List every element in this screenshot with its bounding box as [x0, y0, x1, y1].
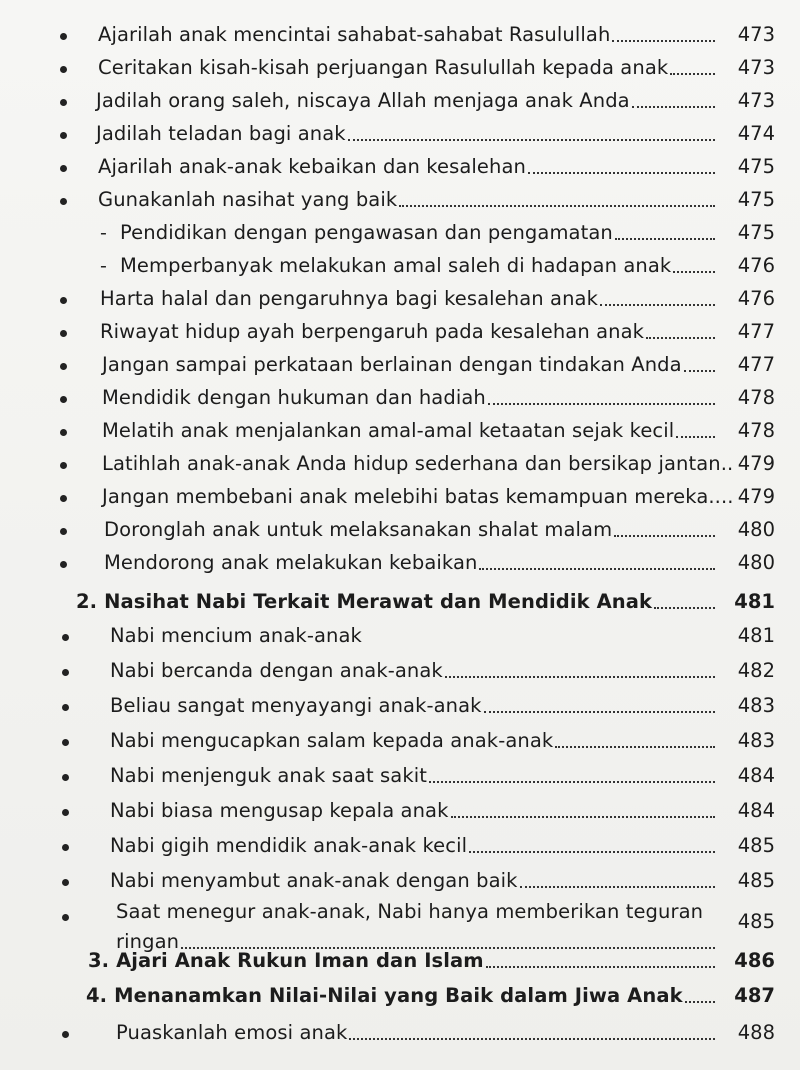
dash-marker: - [100, 222, 107, 244]
toc-section-heading [60, 581, 775, 615]
dot-leader [399, 205, 715, 207]
page-number: 475 [737, 155, 775, 178]
toc-entry [60, 720, 775, 754]
toc-entry [60, 311, 775, 345]
toc-entry [60, 509, 775, 543]
page-number: 478 [737, 419, 775, 442]
bullet-icon [60, 330, 67, 337]
entry-title: Puaskanlah emosi anak [116, 1021, 348, 1044]
bullet-icon [60, 396, 67, 403]
dot-leader [612, 40, 715, 42]
page-number: 473 [737, 56, 775, 79]
dot-leader [488, 403, 715, 405]
entry-title: Jangan membebani anak melebihi batas kemampuan mereka.... [102, 485, 734, 508]
dot-leader [670, 73, 715, 75]
toc-entry [60, 443, 775, 477]
page-number: 477 [737, 353, 775, 376]
entry-title: Nabi mengucapkan salam kepada anak-anak [110, 729, 554, 752]
entry-title: Ajarilah anak-anak kebaikan dan kesalehan [98, 155, 526, 178]
bullet-icon [60, 33, 67, 40]
bullet-icon [62, 704, 69, 711]
toc-entry [60, 146, 775, 180]
entry-title: Jangan sampai perkataan berlainan dengan tindakan Anda [102, 353, 682, 376]
entry-title: Ceritakan kisah-kisah perjuangan Rasulullah kepada anak [98, 56, 669, 79]
toc-entry [60, 755, 775, 789]
toc-entry [60, 179, 775, 213]
dot-leader [646, 337, 715, 339]
dot-leader [685, 1001, 715, 1003]
toc-section-heading [60, 940, 775, 974]
entry-title: Memperbanyak melakukan amal saleh di hadapan anak [120, 254, 672, 277]
section-title: 2. Nasihat Nabi Terkait Merawat dan Mendidik Anak [76, 590, 653, 613]
entry-title: Nabi mencium anak-anak [110, 624, 362, 647]
entry-title: Mendidik dengan hukuman dan hadiah [102, 386, 486, 409]
section-title: 3. Ajari Anak Rukun Iman dan Islam [88, 949, 484, 972]
toc-entry [60, 377, 775, 411]
entry-title: Pendidikan dengan pengawasan dan pengamatan [120, 221, 613, 244]
page-number: 487 [734, 984, 775, 1007]
page-number: 480 [737, 518, 775, 541]
page-number: 475 [737, 188, 775, 211]
page-number: 486 [734, 949, 775, 972]
dot-leader [429, 781, 715, 783]
bullet-icon [60, 528, 67, 535]
toc-entry [60, 790, 775, 824]
page-number: 480 [737, 551, 775, 574]
bullet-icon [60, 165, 67, 172]
entry-title: Beliau sangat menyayangi anak-anak [110, 694, 482, 717]
toc-subentry [60, 245, 775, 279]
entry-title: Doronglah anak untuk melaksanakan shalat malam [104, 518, 613, 541]
bullet-icon [62, 914, 69, 921]
bullet-icon [62, 1031, 69, 1038]
toc-entry [60, 685, 775, 719]
dot-leader [451, 816, 715, 818]
dot-leader [676, 436, 715, 438]
toc-entry [60, 14, 775, 48]
toc-subentry [60, 212, 775, 246]
entry-title: Nabi biasa mengusap kepala anak [110, 799, 449, 822]
entry-title: Gunakanlah nasihat yang baik [98, 188, 398, 211]
entry-title: Ajarilah anak mencintai sahabat-sahabat Rasulullah [98, 23, 611, 46]
page-number: 479 [737, 485, 775, 508]
entry-title: Nabi bercanda dengan anak-anak [110, 659, 443, 682]
toc-entry [60, 278, 775, 312]
toc-entry [60, 1012, 775, 1046]
entry-title: Mendorong anak melakukan kebaikan [104, 551, 478, 574]
entry-title: Nabi gigih mendidik anak-anak kecil [110, 834, 468, 857]
dot-leader [349, 1038, 715, 1040]
bullet-icon [60, 198, 67, 205]
entry-title: Melatih anak menjalankan amal-amal ketaatan sejak kecil [102, 419, 675, 442]
bullet-icon [60, 429, 67, 436]
entry-title: Nabi menyambut anak-anak dengan baik [110, 869, 518, 892]
page-number: 477 [737, 320, 775, 343]
bullet-icon [60, 462, 67, 469]
page-number: 481 [734, 590, 775, 613]
dot-leader [654, 607, 715, 609]
toc-entry [60, 650, 775, 684]
dot-leader [479, 568, 715, 570]
toc-entry [60, 113, 775, 147]
page-number: 488 [737, 1021, 775, 1044]
bullet-icon [60, 561, 67, 568]
entry-title: Riwayat hidup ayah berpengaruh pada kesalehan anak [100, 320, 645, 343]
toc-entry [60, 476, 775, 510]
toc-entry [60, 825, 775, 859]
page-number: 476 [737, 254, 775, 277]
bullet-icon [60, 66, 67, 73]
toc-entry [60, 47, 775, 81]
page-number: 475 [737, 221, 775, 244]
page-number: 474 [737, 122, 775, 145]
entry-title: Harta halal dan pengaruhnya bagi kesalehan anak [100, 287, 598, 310]
entry-title: Nabi menjenguk anak saat sakit [110, 764, 427, 787]
dot-leader [528, 172, 715, 174]
page-number: 478 [737, 386, 775, 409]
page-number: 481 [737, 624, 775, 647]
bullet-icon [62, 669, 69, 676]
toc-entry [60, 410, 775, 444]
entry-title-line1: Saat menegur anak-anak, Nabi hanya memberikan teguran [116, 900, 704, 923]
entry-title: Latihlah anak-anak Anda hidup sederhana dan bersikap jantan.. [102, 452, 734, 475]
entry-title: Jadilah teladan bagi anak [96, 122, 346, 145]
toc-entry [60, 542, 775, 576]
toc-entry [60, 615, 775, 649]
section-title: 4. Menanamkan Nilai-Nilai yang Baik dalam Jiwa Anak [86, 984, 683, 1007]
bullet-icon [62, 739, 69, 746]
bullet-icon [60, 495, 67, 502]
page-number: 483 [737, 694, 775, 717]
dot-leader [520, 886, 715, 888]
page-number: 476 [737, 287, 775, 310]
page-number: 485 [737, 869, 775, 892]
bullet-icon [62, 809, 69, 816]
bullet-icon [62, 634, 69, 641]
entry-title-line2: ringan [116, 930, 180, 953]
toc-section-heading [60, 975, 775, 1009]
dot-leader [445, 676, 715, 678]
dot-leader [484, 711, 715, 713]
dot-leader [555, 746, 715, 748]
page-number: 483 [737, 729, 775, 752]
dot-leader [348, 139, 715, 141]
page-number: 485 [737, 910, 775, 933]
dot-leader [684, 370, 715, 372]
bullet-icon [60, 363, 67, 370]
toc-entry [60, 344, 775, 378]
dot-leader [486, 966, 715, 968]
page-number: 473 [737, 89, 775, 112]
toc-entry [60, 860, 775, 894]
page-number: 473 [737, 23, 775, 46]
dot-leader [632, 106, 715, 108]
page-number: 485 [737, 834, 775, 857]
page-number: 484 [737, 764, 775, 787]
bullet-icon [62, 844, 69, 851]
dot-leader [600, 304, 715, 306]
bullet-icon [60, 132, 67, 139]
dot-leader [614, 535, 715, 537]
page-number: 484 [737, 799, 775, 822]
dot-leader [469, 851, 715, 853]
bullet-icon [62, 774, 69, 781]
dot-leader [673, 271, 715, 273]
toc-entry [60, 80, 775, 114]
dash-marker: - [100, 255, 107, 277]
dot-leader [615, 238, 715, 240]
bullet-icon [62, 879, 69, 886]
bullet-icon [60, 99, 67, 106]
page-number: 482 [737, 659, 775, 682]
page-number: 479 [737, 452, 775, 475]
entry-title: Jadilah orang saleh, niscaya Allah menjaga anak Anda [96, 89, 630, 112]
bullet-icon [60, 297, 67, 304]
